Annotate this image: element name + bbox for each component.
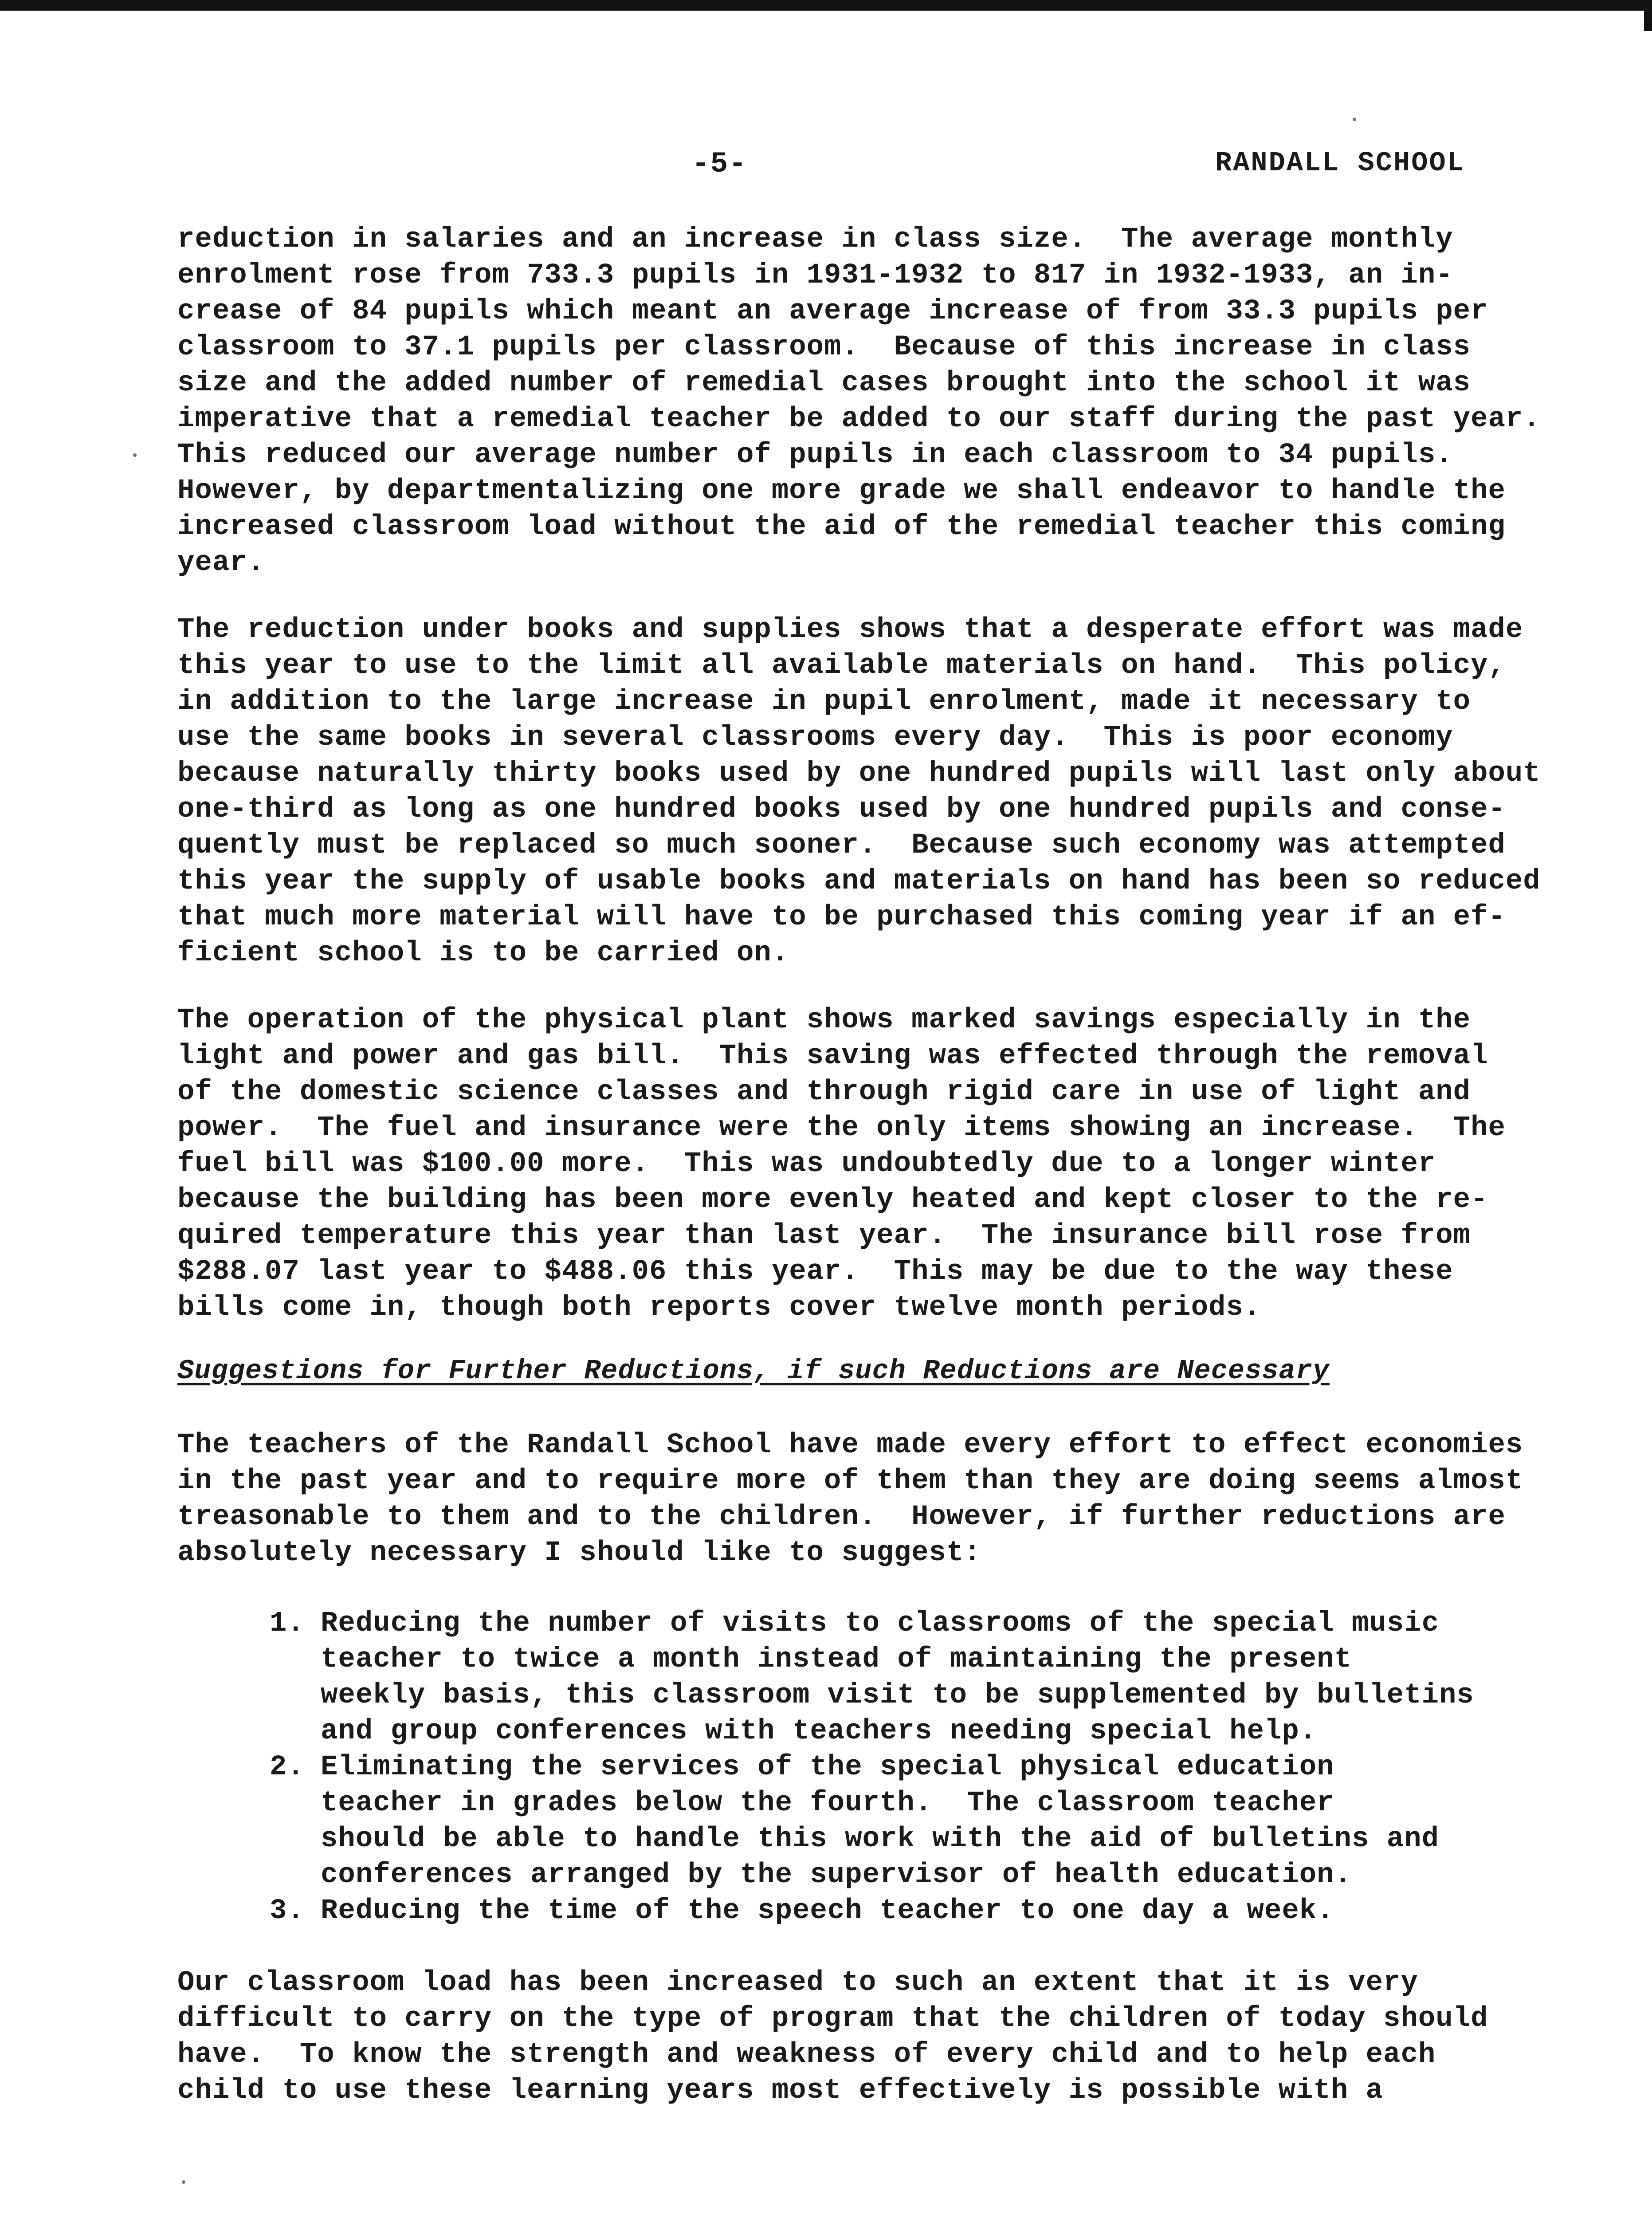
scan-speck <box>1353 118 1356 121</box>
text-line: teacher in grades below the fourth. The classroom teacher <box>321 1787 1334 1819</box>
scan-speck <box>182 2180 185 2184</box>
text-line: quently must be replaced so much sooner. Because such economy was attempted <box>177 830 1506 861</box>
list-item-number: 2. <box>270 1751 305 1783</box>
text-line: ficient school is to be carried on. <box>177 937 789 969</box>
text-line: this year to use to the limit all available materials on hand. This policy, <box>177 650 1506 682</box>
list-item <box>270 1606 1556 1750</box>
text-line: imperative that a remedial teacher be added to our staff during the past year. <box>177 403 1541 435</box>
paragraph-enrolment <box>177 222 1574 581</box>
paragraph-physical-plant <box>177 1003 1574 1326</box>
scan-speck <box>133 453 137 457</box>
list-item-body <box>321 1750 1439 1893</box>
top-edge-rule <box>0 0 1652 11</box>
text-line: one-third as long as one hundred books used by one hundred pupils and conse- <box>177 794 1506 826</box>
text-line: in addition to the large increase in pupil enrolment, made it necessary to <box>177 686 1471 718</box>
text-line: This reduced our average number of pupils in each classroom to 34 pupils. <box>177 439 1453 471</box>
text-line: bills come in, though both reports cover twelve month periods. <box>177 1292 1261 1324</box>
text-line: treasonable to them and to the children. However, if further reductions are <box>177 1501 1506 1533</box>
text-line: However, by departmentalizing one more grade we shall endeavor to handle the <box>177 475 1506 507</box>
text-line: Reducing the time of the speech teacher to one day a week. <box>321 1895 1334 1927</box>
text-line: because naturally thirty books used by one hundred pupils will last only about <box>177 758 1541 790</box>
text-line: Our classroom load has been increased to such an extent that it is very <box>177 1967 1418 1999</box>
text-line: use the same books in several classrooms every day. This is poor economy <box>177 722 1453 754</box>
text-line: $288.07 last year to $488.06 this year. This may be due to the way these <box>177 1256 1453 1288</box>
text-line: difficult to carry on the type of program that the children of today should <box>177 2003 1488 2035</box>
suggestions-list <box>270 1606 1556 1929</box>
text-line: The operation of the physical plant shows marked savings especially in the <box>177 1004 1471 1036</box>
page-number: -5- <box>692 147 747 181</box>
text-line: absolutely necessary I should like to suggest: <box>177 1537 981 1569</box>
text-line: teacher to twice a month instead of maintaining the present <box>321 1644 1352 1675</box>
text-line: The teachers of the Randall School have made every effort to effect economies <box>177 1429 1523 1461</box>
text-line: Eliminating the services of the special physical education <box>321 1751 1334 1783</box>
school-name-header: RANDALL SCHOOL <box>1215 147 1465 179</box>
text-line: crease of 84 pupils which meant an average increase of from 33.3 pupils per <box>177 295 1488 327</box>
paragraph-teachers-intro <box>177 1428 1574 1571</box>
text-line: quired temperature this year than last year. The insurance bill rose from <box>177 1220 1471 1252</box>
text-line: should be able to handle this work with the aid of bulletins and <box>321 1823 1439 1855</box>
text-line: have. To know the strength and weakness of every child and to help each <box>177 2039 1436 2071</box>
text-line: enrolment rose from 733.3 pupils in 1931-1932 to 817 in 1932-1933, an in- <box>177 260 1453 291</box>
text-line: that much more material will have to be purchased this coming year if an ef- <box>177 901 1506 933</box>
list-item <box>270 1893 1556 1929</box>
text-line: light and power and gas bill. This saving was effected through the removal <box>177 1040 1488 1072</box>
text-line: child to use these learning years most effectively is possible with a <box>177 2075 1384 2107</box>
text-line: and group conferences with teachers needing special help. <box>321 1715 1317 1747</box>
list-item-body <box>321 1606 1474 1750</box>
text-line: The reduction under books and supplies shows that a desperate effort was made <box>177 614 1523 646</box>
text-line: of the domestic science classes and through rigid care in use of light and <box>177 1076 1471 1108</box>
text-line: fuel bill was $100.00 more. This was undoubtedly due to a longer winter <box>177 1148 1436 1180</box>
text-line: weekly basis, this classroom visit to be supplemented by bulletins <box>321 1679 1474 1711</box>
list-item <box>270 1750 1556 1893</box>
section-heading: Suggestions for Further Reductions, if such Reductions are Necessary <box>177 1355 1330 1387</box>
text-line: conferences arranged by the supervisor of health education. <box>321 1859 1352 1891</box>
list-item-body <box>321 1893 1334 1929</box>
paragraph-classroom-load <box>177 1965 1574 2109</box>
text-line: because the building has been more evenly heated and kept closer to the re- <box>177 1184 1488 1216</box>
text-line: increased classroom load without the aid of the remedial teacher this coming <box>177 511 1506 543</box>
text-line: this year the supply of usable books and materials on hand has been so reduced <box>177 865 1541 897</box>
text-line: in the past year and to require more of them than they are doing seems almost <box>177 1465 1523 1497</box>
top-right-edge-mark <box>1644 0 1652 31</box>
text-line: classroom to 37.1 pupils per classroom. Because of this increase in class <box>177 331 1471 363</box>
list-item-number: 3. <box>270 1895 305 1927</box>
text-line: power. The fuel and insurance were the only items showing an increase. The <box>177 1112 1506 1144</box>
text-line: reduction in salaries and an increase in class size. The average monthly <box>177 224 1453 256</box>
text-line: size and the added number of remedial cases brought into the school it was <box>177 367 1471 399</box>
paragraph-books-supplies <box>177 612 1574 971</box>
text-line: year. <box>177 547 265 579</box>
list-item-number: 1. <box>270 1608 305 1640</box>
text-line: Reducing the number of visits to classrooms of the special music <box>321 1608 1439 1640</box>
